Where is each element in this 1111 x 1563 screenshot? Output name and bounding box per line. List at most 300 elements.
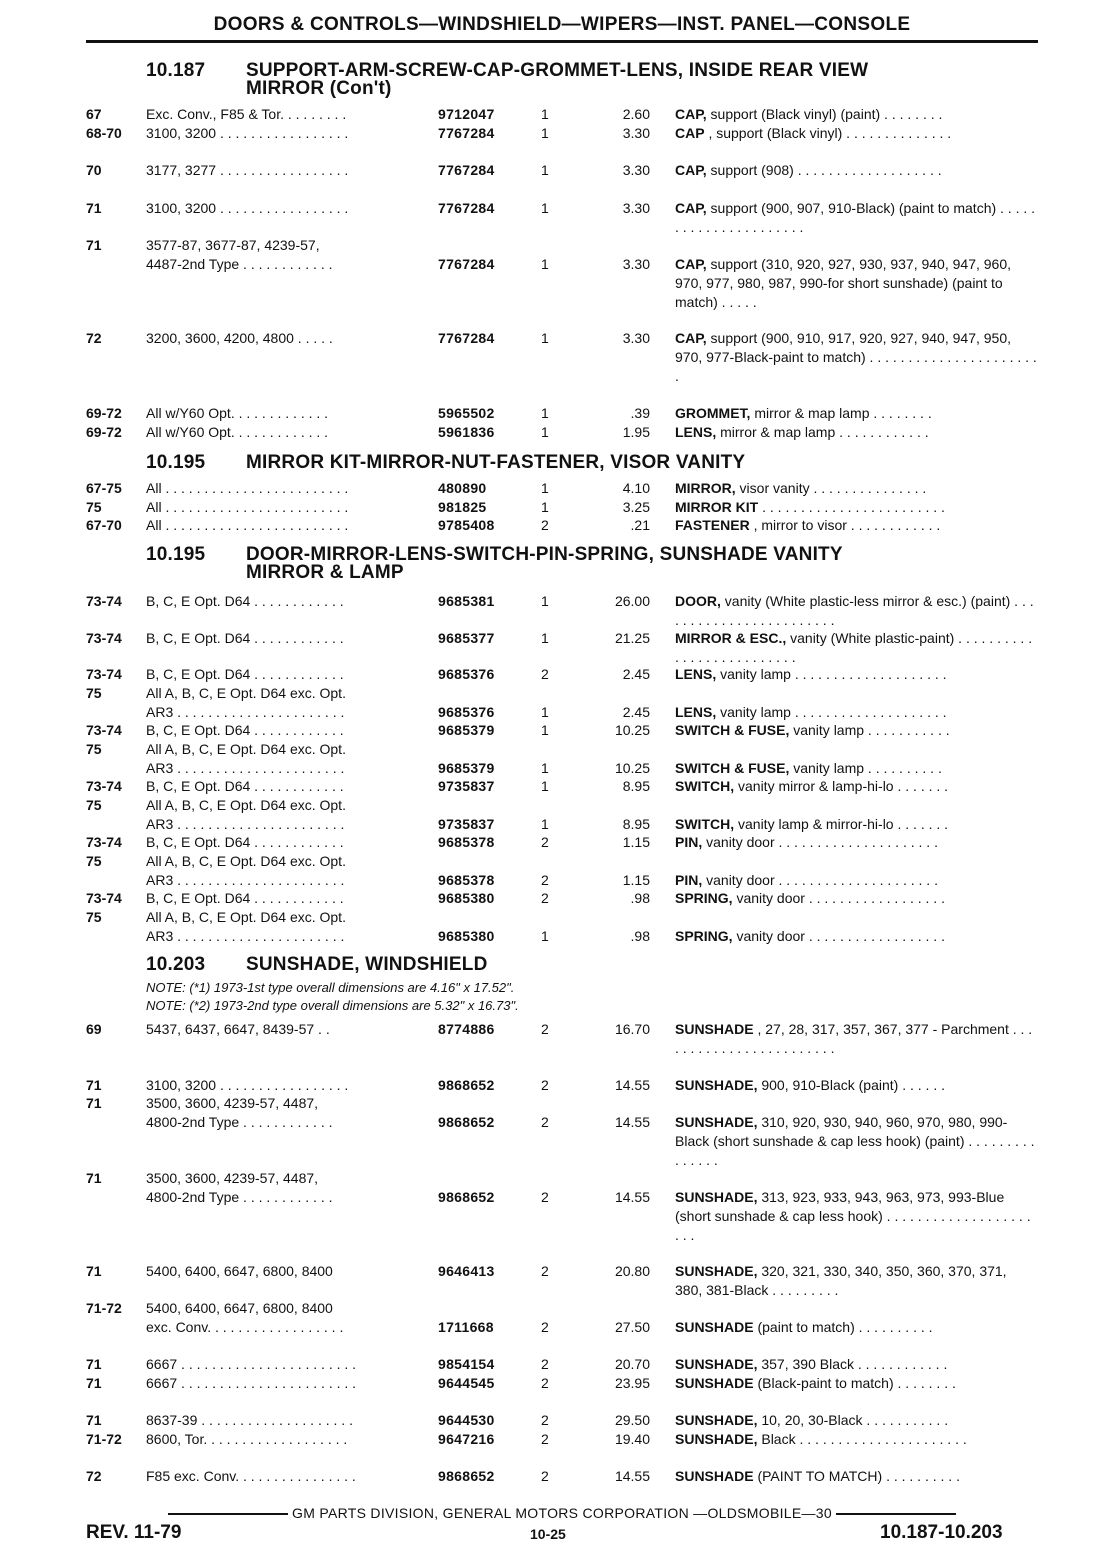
year-cell: 75 bbox=[86, 685, 102, 701]
note-2: NOTE: (*2) 1973-2nd type overall dimensions are 5.32" x 16.73". bbox=[146, 998, 519, 1013]
description-cell bbox=[675, 161, 1037, 180]
description-cell bbox=[675, 199, 1037, 237]
part-number-cell: 9785408 bbox=[438, 517, 495, 533]
year-cell: 71 bbox=[86, 237, 102, 253]
description-cell bbox=[675, 871, 1037, 890]
quantity-cell: 2 bbox=[541, 1356, 549, 1372]
year-cell: 71-72 bbox=[86, 1431, 122, 1447]
part-number-cell: 9854154 bbox=[438, 1356, 495, 1372]
quantity-cell: 1 bbox=[541, 480, 549, 496]
description-text: mirror & map lamp . . . . . . . . . . . . bbox=[716, 424, 929, 440]
part-number-cell: 9644530 bbox=[438, 1412, 495, 1428]
quantity-cell: 2 bbox=[541, 1114, 549, 1130]
application-cell: 3177, 3277 . . . . . . . . . . . . . . . . . bbox=[146, 162, 349, 178]
section-title-10-203 bbox=[146, 956, 1026, 974]
price-cell: 19.40 bbox=[614, 1431, 650, 1447]
year-cell: 71 bbox=[86, 1077, 102, 1093]
description-part-name: CAP, bbox=[675, 162, 707, 178]
year-cell: 67-70 bbox=[86, 517, 122, 533]
price-cell: 21.25 bbox=[614, 630, 650, 646]
year-cell: 75 bbox=[86, 741, 102, 757]
price-cell: 3.30 bbox=[622, 256, 650, 272]
year-cell: 73-74 bbox=[86, 630, 122, 646]
description-cell bbox=[675, 1262, 1037, 1300]
year-cell: 71 bbox=[86, 1375, 102, 1391]
application-cell: B, C, E Opt. D64 . . . . . . . . . . . . bbox=[146, 834, 344, 850]
price-cell: 14.55 bbox=[614, 1189, 650, 1205]
application-cell: 3100, 3200 . . . . . . . . . . . . . . . . . bbox=[146, 200, 349, 216]
quantity-cell: 2 bbox=[541, 1077, 549, 1093]
quantity-cell: 2 bbox=[541, 1189, 549, 1205]
section-number: 10.203 bbox=[146, 954, 206, 975]
price-cell: 1.15 bbox=[622, 834, 650, 850]
section-heading: DOOR-MIRROR-LENS-SWITCH-PIN-SPRING, SUNSHADE VANITY bbox=[246, 544, 843, 565]
application-cell: All . . . . . . . . . . . . . . . . . . . . . . . . bbox=[146, 480, 349, 496]
year-cell: 69 bbox=[86, 1021, 102, 1037]
description-part-name: LENS, bbox=[675, 666, 717, 682]
description-part-name: SWITCH & FUSE, bbox=[675, 722, 790, 738]
description-part-name: FASTENER bbox=[675, 517, 750, 533]
application-cell: All A, B, C, E Opt. D64 exc. Opt. bbox=[146, 909, 346, 925]
price-cell: 8.95 bbox=[622, 778, 650, 794]
price-cell: 14.55 bbox=[614, 1077, 650, 1093]
part-number-cell: 9647216 bbox=[438, 1431, 495, 1447]
application-cell: 5400, 6400, 6647, 6800, 8400 bbox=[146, 1263, 333, 1279]
description-text: 320, 321, 330, 340, 350, 360, 370, 371, 380, 381-Black . . . . . . . . . bbox=[675, 1263, 1007, 1298]
quantity-cell: 1 bbox=[541, 816, 549, 832]
description-text: vanity door . . . . . . . . . . . . . . . . . . bbox=[732, 928, 945, 944]
part-number-cell: 9685378 bbox=[438, 834, 495, 850]
application-cell: All A, B, C, E Opt. D64 exc. Opt. bbox=[146, 853, 346, 869]
section-heading: SUNSHADE, WINDSHIELD bbox=[246, 954, 488, 975]
description-cell bbox=[675, 592, 1037, 630]
part-number-cell: 9685376 bbox=[438, 666, 495, 682]
description-cell bbox=[675, 833, 1037, 852]
quantity-cell: 2 bbox=[541, 834, 549, 850]
part-number-cell: 9685381 bbox=[438, 593, 495, 609]
application-cell: All w/Y60 Opt. . . . . . . . . . . . . bbox=[146, 424, 329, 440]
price-cell: 23.95 bbox=[614, 1375, 650, 1391]
description-cell bbox=[675, 105, 1037, 124]
application-cell: 3200, 3600, 4200, 4800 . . . . . bbox=[146, 330, 333, 346]
year-cell: 67-75 bbox=[86, 480, 122, 496]
section-title-10-187 bbox=[146, 62, 1026, 98]
section-number: 10.195 bbox=[146, 452, 206, 473]
quantity-cell: 1 bbox=[541, 760, 549, 776]
description-part-name: LENS, bbox=[675, 424, 717, 440]
price-cell: 10.25 bbox=[614, 722, 650, 738]
year-cell: 71 bbox=[86, 1356, 102, 1372]
description-text: (PAINT TO MATCH) . . . . . . . . . . bbox=[753, 1468, 960, 1484]
description-text: 313, 923, 933, 943, 963, 973, 993-Blue (short sunshade & cap less hook) . . . . . . . . . . . . . . . . . . . . . . bbox=[675, 1189, 1031, 1243]
description-text: support (908) . . . . . . . . . . . . . . . . . . . bbox=[706, 162, 942, 178]
description-part-name: SPRING, bbox=[675, 928, 733, 944]
description-part-name: SUNSHADE, bbox=[675, 1077, 758, 1093]
description-part-name: SUNSHADE, bbox=[675, 1263, 758, 1279]
quantity-cell: 2 bbox=[541, 666, 549, 682]
description-cell bbox=[675, 889, 1037, 908]
description-part-name: SWITCH, bbox=[675, 778, 735, 794]
quantity-cell: 1 bbox=[541, 704, 549, 720]
description-part-name: PIN, bbox=[675, 872, 703, 888]
description-part-name: GROMMET, bbox=[675, 405, 751, 421]
year-cell: 75 bbox=[86, 499, 102, 515]
description-cell bbox=[675, 404, 1037, 423]
description-text: vanity lamp . . . . . . . . . . bbox=[789, 760, 942, 776]
year-cell: 70 bbox=[86, 162, 102, 178]
description-cell bbox=[675, 1374, 1037, 1393]
quantity-cell: 1 bbox=[541, 499, 549, 515]
section-heading: SUPPORT-ARM-SCREW-CAP-GROMMET-LENS, INSIDE REAR VIEW bbox=[246, 60, 869, 81]
part-number-cell: 480890 bbox=[438, 480, 487, 496]
description-cell bbox=[675, 703, 1037, 722]
quantity-cell: 2 bbox=[541, 890, 549, 906]
application-cell: AR3 . . . . . . . . . . . . . . . . . . . . . . bbox=[146, 760, 345, 776]
description-text: vanity lamp & mirror-hi-lo . . . . . . . bbox=[734, 816, 949, 832]
quantity-cell: 1 bbox=[541, 106, 549, 122]
description-part-name: SUNSHADE bbox=[675, 1375, 754, 1391]
section-number: 10.187 bbox=[146, 60, 206, 81]
year-cell: 71 bbox=[86, 1170, 102, 1186]
description-cell bbox=[675, 629, 1037, 667]
year-cell: 68-70 bbox=[86, 125, 122, 141]
application-cell: 5437, 6437, 6647, 8439-57 . . bbox=[146, 1021, 330, 1037]
description-cell bbox=[675, 423, 1037, 442]
price-cell: 14.55 bbox=[614, 1114, 650, 1130]
price-cell: 14.55 bbox=[614, 1468, 650, 1484]
part-number-cell: 9646413 bbox=[438, 1263, 495, 1279]
part-number-cell: 9868652 bbox=[438, 1114, 495, 1130]
part-number-cell: 9685379 bbox=[438, 760, 495, 776]
price-cell: 2.45 bbox=[622, 704, 650, 720]
part-number-cell: 5965502 bbox=[438, 405, 495, 421]
quantity-cell: 1 bbox=[541, 630, 549, 646]
price-cell: 2.45 bbox=[622, 666, 650, 682]
description-part-name: SWITCH, bbox=[675, 816, 735, 832]
description-text: visor vanity . . . . . . . . . . . . . . . bbox=[735, 480, 927, 496]
description-part-name: SUNSHADE, bbox=[675, 1356, 758, 1372]
year-cell: 72 bbox=[86, 1468, 102, 1484]
description-part-name: SWITCH & FUSE, bbox=[675, 760, 790, 776]
section-heading-continued: MIRROR & LAMP bbox=[246, 562, 404, 583]
section-number: 10.195 bbox=[146, 544, 206, 565]
application-cell: B, C, E Opt. D64 . . . . . . . . . . . . bbox=[146, 890, 344, 906]
part-number-cell: 7767284 bbox=[438, 125, 495, 141]
description-text: support (Black vinyl) (paint) . . . . . . . . bbox=[706, 106, 943, 122]
price-cell: 3.25 bbox=[622, 499, 650, 515]
description-text: vanity (White plastic-paint) . . . . . . . . . . . . . . . . . . . . . . . . . . bbox=[675, 630, 1033, 665]
year-cell: 73-74 bbox=[86, 890, 122, 906]
description-cell bbox=[675, 1113, 1037, 1170]
part-number-cell: 9735837 bbox=[438, 816, 495, 832]
quantity-cell: 1 bbox=[541, 162, 549, 178]
description-part-name: MIRROR, bbox=[675, 480, 736, 496]
section-title-10-195-vanity bbox=[146, 546, 1026, 582]
application-cell: All . . . . . . . . . . . . . . . . . . . . . . . . bbox=[146, 499, 349, 515]
quantity-cell: 2 bbox=[541, 1412, 549, 1428]
description-part-name: LENS, bbox=[675, 704, 717, 720]
description-part-name: CAP bbox=[675, 125, 705, 141]
description-text: 10, 20, 30-Black . . . . . . . . . . . bbox=[757, 1412, 949, 1428]
part-number-cell: 7767284 bbox=[438, 162, 495, 178]
description-text: vanity mirror & lamp-hi-lo . . . . . . . bbox=[734, 778, 949, 794]
description-part-name: SUNSHADE bbox=[675, 1468, 754, 1484]
application-cell: 4487-2nd Type . . . . . . . . . . . . bbox=[146, 256, 333, 272]
year-cell: 75 bbox=[86, 909, 102, 925]
footer-publisher bbox=[86, 1505, 1038, 1521]
price-cell: 4.10 bbox=[622, 480, 650, 496]
description-text: vanity lamp . . . . . . . . . . . . . . . . . . . . bbox=[716, 666, 947, 682]
application-cell: All A, B, C, E Opt. D64 exc. Opt. bbox=[146, 741, 346, 757]
description-cell bbox=[675, 721, 1037, 740]
description-text: 900, 910-Black (paint) . . . . . . bbox=[757, 1077, 945, 1093]
application-cell: B, C, E Opt. D64 . . . . . . . . . . . . bbox=[146, 778, 344, 794]
description-part-name: SPRING, bbox=[675, 890, 733, 906]
application-cell: All w/Y60 Opt. . . . . . . . . . . . . bbox=[146, 405, 329, 421]
quantity-cell: 1 bbox=[541, 928, 549, 944]
year-cell: 72 bbox=[86, 330, 102, 346]
price-cell: 1.95 bbox=[622, 424, 650, 440]
year-cell: 71-72 bbox=[86, 1300, 122, 1316]
quantity-cell: 2 bbox=[541, 1468, 549, 1484]
description-cell bbox=[675, 759, 1037, 778]
application-cell: 3100, 3200 . . . . . . . . . . . . . . . . . bbox=[146, 125, 349, 141]
description-text: vanity door . . . . . . . . . . . . . . . . . . bbox=[732, 890, 945, 906]
application-cell: B, C, E Opt. D64 . . . . . . . . . . . . bbox=[146, 593, 344, 609]
year-cell: 75 bbox=[86, 797, 102, 813]
price-cell: 8.95 bbox=[622, 816, 650, 832]
footer-publisher-text: GM PARTS DIVISION, GENERAL MOTORS CORPORATION —OLDSMOBILE—30 bbox=[292, 1505, 832, 1521]
description-cell bbox=[675, 1355, 1037, 1374]
price-cell: 10.25 bbox=[614, 760, 650, 776]
quantity-cell: 1 bbox=[541, 424, 549, 440]
price-cell: 3.30 bbox=[622, 125, 650, 141]
application-cell: AR3 . . . . . . . . . . . . . . . . . . . . . . bbox=[146, 928, 345, 944]
note-1: NOTE: (*1) 1973-1st type overall dimensions are 4.16" x 17.52". bbox=[146, 980, 515, 995]
description-part-name: CAP, bbox=[675, 106, 707, 122]
section-heading-continued: MIRROR (Con't) bbox=[246, 78, 392, 99]
section-title-10-195-mirror-kit bbox=[146, 454, 1026, 472]
part-number-cell: 9868652 bbox=[438, 1077, 495, 1093]
part-number-cell: 7767284 bbox=[438, 200, 495, 216]
year-cell: 73-74 bbox=[86, 666, 122, 682]
price-cell: 26.00 bbox=[614, 593, 650, 609]
part-number-cell: 9712047 bbox=[438, 106, 495, 122]
description-text: 310, 920, 930, 940, 960, 970, 980, 990-Black (short sunshade & cap less hook) (paint) . . . . . . . . . . . . . . . bbox=[675, 1114, 1035, 1168]
quantity-cell: 2 bbox=[541, 1021, 549, 1037]
price-cell: 1.15 bbox=[622, 872, 650, 888]
year-cell: 71 bbox=[86, 1412, 102, 1428]
part-number-cell: 9685380 bbox=[438, 890, 495, 906]
application-cell: 8637-39 . . . . . . . . . . . . . . . . . . . . bbox=[146, 1412, 353, 1428]
description-part-name: MIRROR KIT bbox=[675, 499, 759, 515]
description-part-name: SUNSHADE bbox=[675, 1319, 754, 1335]
application-cell: 6667 . . . . . . . . . . . . . . . . . . . . . . . bbox=[146, 1356, 357, 1372]
year-cell: 73-74 bbox=[86, 834, 122, 850]
year-cell: 71 bbox=[86, 1263, 102, 1279]
application-cell: 3577-87, 3677-87, 4239-57, bbox=[146, 237, 320, 253]
description-cell bbox=[675, 927, 1037, 946]
application-cell: B, C, E Opt. D64 . . . . . . . . . . . . bbox=[146, 666, 344, 682]
description-text: 357, 390 Black . . . . . . . . . . . . bbox=[757, 1356, 948, 1372]
description-part-name: PIN, bbox=[675, 834, 703, 850]
quantity-cell: 1 bbox=[541, 200, 549, 216]
price-cell: 3.30 bbox=[622, 162, 650, 178]
description-text: vanity lamp . . . . . . . . . . . bbox=[789, 722, 950, 738]
application-cell: AR3 . . . . . . . . . . . . . . . . . . . . . . bbox=[146, 872, 345, 888]
description-cell bbox=[675, 1076, 1037, 1095]
description-text: support (900, 910, 917, 920, 927, 940, 947, 950, 970, 977-Black-paint to match) . . . . . . . . . . . . . . . . . . . . . . . bbox=[675, 330, 1037, 384]
quantity-cell: 1 bbox=[541, 405, 549, 421]
description-part-name: SUNSHADE, bbox=[675, 1189, 758, 1205]
application-cell: Exc. Conv., F85 & Tor. . . . . . . . . bbox=[146, 106, 347, 122]
price-cell: 20.70 bbox=[614, 1356, 650, 1372]
description-part-name: SUNSHADE bbox=[675, 1021, 754, 1037]
description-text: mirror & map lamp . . . . . . . . bbox=[750, 405, 932, 421]
description-cell bbox=[675, 777, 1037, 796]
description-part-name: CAP, bbox=[675, 200, 707, 216]
description-cell bbox=[675, 124, 1037, 143]
part-number-cell: 7767284 bbox=[438, 256, 495, 272]
price-cell: 27.50 bbox=[614, 1319, 650, 1335]
quantity-cell: 2 bbox=[541, 1263, 549, 1279]
footer-section-range: 10.187-10.203 bbox=[880, 1522, 1003, 1543]
description-text: vanity door . . . . . . . . . . . . . . . . . . . . . bbox=[702, 872, 938, 888]
price-cell: 16.70 bbox=[614, 1021, 650, 1037]
part-number-cell: 9868652 bbox=[438, 1189, 495, 1205]
price-cell: 2.60 bbox=[622, 106, 650, 122]
year-cell: 69-72 bbox=[86, 424, 122, 440]
description-cell bbox=[675, 498, 1037, 517]
year-cell: 71 bbox=[86, 200, 102, 216]
year-cell: 73-74 bbox=[86, 722, 122, 738]
description-part-name: CAP, bbox=[675, 330, 707, 346]
quantity-cell: 2 bbox=[541, 1319, 549, 1335]
description-part-name: SUNSHADE, bbox=[675, 1114, 758, 1130]
description-text: vanity door . . . . . . . . . . . . . . . . . . . . . bbox=[702, 834, 938, 850]
price-cell: 20.80 bbox=[614, 1263, 650, 1279]
part-number-cell: 9685379 bbox=[438, 722, 495, 738]
quantity-cell: 2 bbox=[541, 517, 549, 533]
description-part-name: CAP, bbox=[675, 256, 707, 272]
year-cell: 69-72 bbox=[86, 405, 122, 421]
description-cell bbox=[675, 815, 1037, 834]
year-cell: 67 bbox=[86, 106, 102, 122]
description-text: , support (Black vinyl) . . . . . . . . . . . . . . bbox=[704, 125, 952, 141]
description-cell bbox=[675, 1467, 1037, 1486]
description-cell bbox=[675, 1318, 1037, 1337]
application-cell: 4800-2nd Type . . . . . . . . . . . . bbox=[146, 1114, 333, 1130]
year-cell: 71 bbox=[86, 1095, 102, 1111]
part-number-cell: 9644545 bbox=[438, 1375, 495, 1391]
price-cell: 3.30 bbox=[622, 330, 650, 346]
application-cell: AR3 . . . . . . . . . . . . . . . . . . . . . . bbox=[146, 704, 345, 720]
application-cell: 8600, Tor. . . . . . . . . . . . . . . . . . . bbox=[146, 1431, 348, 1447]
description-cell bbox=[675, 255, 1037, 312]
part-number-cell: 9735837 bbox=[438, 778, 495, 794]
application-cell: 6667 . . . . . . . . . . . . . . . . . . . . . . . bbox=[146, 1375, 357, 1391]
application-cell: AR3 . . . . . . . . . . . . . . . . . . . . . . bbox=[146, 816, 345, 832]
application-cell: All . . . . . . . . . . . . . . . . . . . . . . . . bbox=[146, 517, 349, 533]
year-cell: 73-74 bbox=[86, 778, 122, 794]
description-cell bbox=[675, 1188, 1037, 1245]
application-cell: All A, B, C, E Opt. D64 exc. Opt. bbox=[146, 797, 346, 813]
description-text: vanity (White plastic-less mirror & esc.) (paint) . . . . . . . . . . . . . . . . . . . . . . . . bbox=[675, 593, 1034, 628]
price-cell: .21 bbox=[630, 517, 650, 533]
part-number-cell: 981825 bbox=[438, 499, 487, 515]
footer-revision: REV. 11-79 bbox=[86, 1522, 182, 1543]
description-text: support (310, 920, 927, 930, 937, 940, 947, 960, 970, 977, 980, 987, 990-for short sunshade) (paint to match) . . . . . bbox=[675, 256, 1012, 310]
quantity-cell: 2 bbox=[541, 872, 549, 888]
description-part-name: SUNSHADE, bbox=[675, 1412, 758, 1428]
section-heading: MIRROR KIT-MIRROR-NUT-FASTENER, VISOR VANITY bbox=[246, 452, 746, 473]
description-cell bbox=[675, 1430, 1037, 1449]
description-text: vanity lamp . . . . . . . . . . . . . . . . . . . . bbox=[716, 704, 947, 720]
part-number-cell: 9685378 bbox=[438, 872, 495, 888]
part-number-cell: 7767284 bbox=[438, 330, 495, 346]
application-cell: All A, B, C, E Opt. D64 exc. Opt. bbox=[146, 685, 346, 701]
part-number-cell: 9685380 bbox=[438, 928, 495, 944]
quantity-cell: 2 bbox=[541, 1375, 549, 1391]
application-cell: 4800-2nd Type . . . . . . . . . . . . bbox=[146, 1189, 333, 1205]
application-cell: 3500, 3600, 4239-57, 4487, bbox=[146, 1170, 319, 1186]
description-part-name: DOOR, bbox=[675, 593, 721, 609]
description-cell bbox=[675, 329, 1037, 386]
description-text: , mirror to visor . . . . . . . . . . . . bbox=[749, 517, 941, 533]
application-cell: 3100, 3200 . . . . . . . . . . . . . . . . . bbox=[146, 1077, 349, 1093]
price-cell: .39 bbox=[630, 405, 650, 421]
quantity-cell: 1 bbox=[541, 330, 549, 346]
description-text: , 27, 28, 317, 357, 367, 377 - Parchment . . . . . . . . . . . . . . . . . . . . . . . . bbox=[675, 1021, 1033, 1056]
price-cell: 29.50 bbox=[614, 1412, 650, 1428]
quantity-cell: 1 bbox=[541, 778, 549, 794]
application-cell: 3500, 3600, 4239-57, 4487, bbox=[146, 1095, 319, 1111]
price-cell: .98 bbox=[630, 928, 650, 944]
footer-page-number: 10-25 bbox=[530, 1526, 566, 1542]
description-cell bbox=[675, 1020, 1037, 1058]
part-number-cell: 9685377 bbox=[438, 630, 495, 646]
year-cell: 73-74 bbox=[86, 593, 122, 609]
quantity-cell: 1 bbox=[541, 722, 549, 738]
description-cell bbox=[675, 516, 1037, 535]
part-number-cell: 1711668 bbox=[438, 1319, 494, 1335]
description-text: support (900, 907, 910-Black) (paint to match) . . . . . . . . . . . . . . . . . . . . . . bbox=[675, 200, 1036, 235]
description-text: Black . . . . . . . . . . . . . . . . . . . . . . bbox=[757, 1431, 967, 1447]
year-cell: 75 bbox=[86, 853, 102, 869]
quantity-cell: 1 bbox=[541, 256, 549, 272]
page-header: DOORS & CONTROLS—WINDSHIELD—WIPERS—INST. PANEL—CONSOLE bbox=[213, 14, 911, 35]
quantity-cell: 1 bbox=[541, 125, 549, 141]
application-cell: 5400, 6400, 6647, 6800, 8400 bbox=[146, 1300, 333, 1316]
part-number-cell: 9685376 bbox=[438, 704, 495, 720]
description-cell bbox=[675, 665, 1037, 684]
application-cell: B, C, E Opt. D64 . . . . . . . . . . . . bbox=[146, 630, 344, 646]
description-text: (Black-paint to match) . . . . . . . . bbox=[753, 1375, 956, 1391]
quantity-cell: 2 bbox=[541, 1431, 549, 1447]
part-number-cell: 5961836 bbox=[438, 424, 495, 440]
header-rule bbox=[86, 40, 1038, 43]
description-cell bbox=[675, 479, 1037, 498]
quantity-cell: 1 bbox=[541, 593, 549, 609]
price-cell: 3.30 bbox=[622, 200, 650, 216]
description-part-name: MIRROR & ESC., bbox=[675, 630, 787, 646]
description-cell bbox=[675, 1411, 1037, 1430]
part-number-cell: 9868652 bbox=[438, 1468, 495, 1484]
description-text: (paint to match) . . . . . . . . . . bbox=[753, 1319, 933, 1335]
description-part-name: SUNSHADE, bbox=[675, 1431, 758, 1447]
description-text: . . . . . . . . . . . . . . . . . . . . . . . . bbox=[758, 499, 945, 515]
application-cell: F85 exc. Conv. . . . . . . . . . . . . . . . bbox=[146, 1468, 356, 1484]
